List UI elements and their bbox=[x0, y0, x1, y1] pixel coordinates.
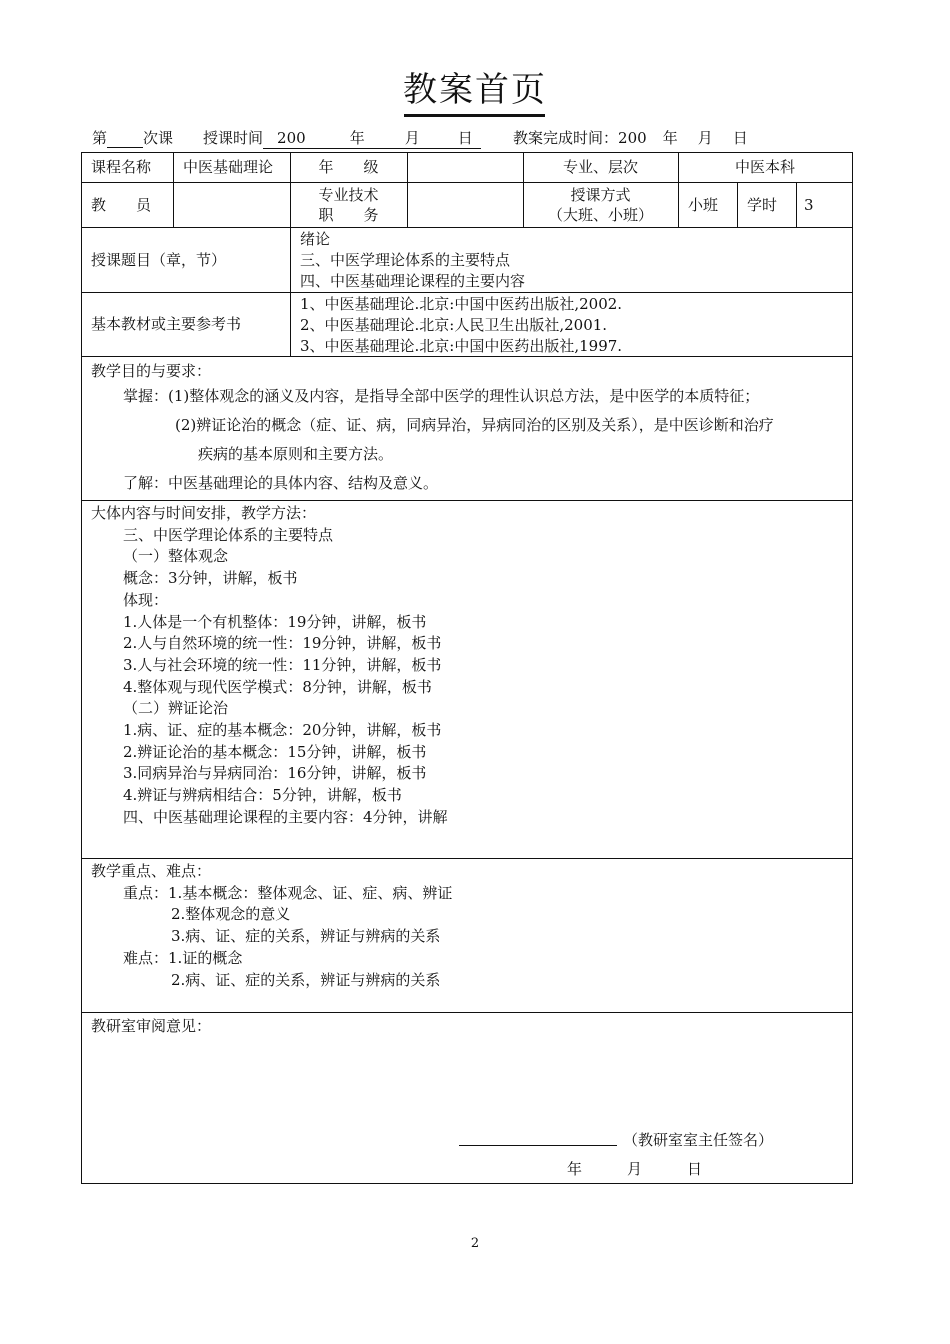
professional-title-value[interactable] bbox=[407, 182, 524, 228]
key-point-item: 1.基本概念：整体观念、证、症、病、辨证 bbox=[168, 883, 453, 902]
goals-master-line-3: 疾病的基本原则和主要方法。 bbox=[198, 445, 394, 463]
teach-time-blank[interactable] bbox=[263, 127, 481, 149]
review-heading: 教研室审阅意见： bbox=[91, 1017, 212, 1035]
content-line: 4.辨证与辨病相结合：5分钟，讲解，板书 bbox=[123, 786, 402, 805]
complete-time-label: 教案完成时间：200 bbox=[513, 129, 647, 147]
major-value: 中医本科 bbox=[678, 152, 853, 183]
content-line: 1.病、证、症的基本概念：20分钟，讲解，板书 bbox=[123, 721, 442, 740]
page-title: 教案首页 bbox=[403, 70, 547, 110]
course-name-label: 课程名称 bbox=[81, 152, 174, 183]
hard-points-row bbox=[91, 948, 852, 970]
content-line: 4.整体观与现代医学模式：8分钟，讲解，板书 bbox=[123, 677, 432, 696]
key-point-item: 2.整体观念的意义 bbox=[171, 905, 291, 924]
content-line: （二）辨证论治 bbox=[123, 699, 229, 718]
complete-day-unit: 日 bbox=[732, 129, 748, 147]
keypoints-heading: 教学重点、难点： bbox=[91, 862, 212, 880]
review-section bbox=[81, 1012, 853, 1184]
review-date: 年 月 日 bbox=[567, 1160, 703, 1178]
title-underline bbox=[404, 114, 545, 117]
teacher-value[interactable] bbox=[173, 182, 291, 228]
major-label: 专业、层次 bbox=[523, 152, 679, 183]
content-heading: 大体内容与时间安排，教学方法： bbox=[91, 504, 317, 522]
teach-year-unit: 年 bbox=[349, 129, 365, 147]
goals-master-line-2: (2)辨证论治的概念（症、证、病，同病异治，异病同治的区别及关系），是中医诊断和治疗 bbox=[175, 416, 774, 434]
reference-line: 1、中医基础理论.北京:中国中医药出版社,2002. bbox=[300, 295, 623, 313]
teach-day-unit: 日 bbox=[457, 129, 473, 147]
goals-master-line: 掌握：(1)整体观念的涵义及内容，是指导全部中医学的理性认识总方法，是中医学的本质特征； bbox=[123, 387, 760, 405]
professional-title-label: 专业技术 职 务 bbox=[290, 182, 408, 228]
signature-caption: （教研室室主任签名） bbox=[623, 1131, 774, 1149]
teaching-mode-label: 授课方式 （大班、小班） bbox=[523, 182, 679, 228]
content-line: 2.人与自然环境的统一性：19分钟，讲解，板书 bbox=[123, 634, 442, 653]
lesson-number-blank[interactable] bbox=[107, 129, 143, 148]
grade-value[interactable] bbox=[407, 152, 524, 183]
header-line bbox=[92, 127, 852, 149]
hard-point-item: 2.病、证、症的关系，辨证与辨病的关系 bbox=[171, 970, 441, 989]
goals-heading: 教学目的与要求： bbox=[91, 362, 212, 380]
lesson-suffix: 次课 bbox=[143, 129, 174, 147]
key-point-item: 3.病、证、症的关系，辨证与辨病的关系 bbox=[171, 927, 441, 946]
goals-understand-line: 了解：中医基础理论的具体内容、结构及意义。 bbox=[123, 474, 439, 492]
topic-line: 四、中医基础理论课程的主要内容 bbox=[300, 272, 526, 290]
topic-line: 绪论 bbox=[300, 230, 331, 248]
reference-line: 2、中医基础理论.北京:人民卫生出版社,2001. bbox=[300, 316, 608, 334]
topic-value bbox=[290, 227, 853, 293]
hours-value: 3 bbox=[796, 182, 853, 228]
grade-label: 年 级 bbox=[290, 152, 408, 183]
key-points-label: 重点： bbox=[123, 883, 169, 902]
content-line: 三、中医学理论体系的主要特点 bbox=[123, 525, 334, 544]
teacher-label: 教 员 bbox=[81, 182, 174, 228]
complete-month-unit: 月 bbox=[697, 129, 713, 147]
goals-section bbox=[81, 356, 853, 501]
teaching-mode-value: 小班 bbox=[678, 182, 738, 228]
content-line: （一）整体观念 bbox=[123, 547, 229, 566]
page-number: 2 bbox=[470, 1236, 480, 1251]
lesson-prefix: 第 bbox=[92, 129, 108, 147]
content-line: 2.辨证论治的基本概念：15分钟，讲解，板书 bbox=[123, 742, 427, 761]
hours-label: 学时 bbox=[737, 182, 797, 228]
signature-line[interactable] bbox=[459, 1145, 617, 1146]
content-line: 1.人体是一个有机整体：19分钟，讲解，板书 bbox=[123, 612, 427, 631]
key-points-row bbox=[91, 883, 852, 905]
reference-value bbox=[290, 292, 853, 357]
content-line: 3.同病异治与异病同治：16分钟，讲解，板书 bbox=[123, 764, 427, 783]
teach-year: 200 bbox=[277, 129, 306, 147]
teach-time-label: 授课时间 bbox=[203, 129, 264, 147]
complete-year-unit: 年 bbox=[662, 129, 678, 147]
reference-label: 基本教材或主要参考书 bbox=[81, 292, 291, 357]
hard-points-label: 难点： bbox=[123, 948, 169, 967]
reference-line: 3、中医基础理论.北京:中国中医药出版社,1997. bbox=[300, 337, 623, 355]
content-line: 体现： bbox=[123, 590, 169, 609]
keypoints-section bbox=[81, 858, 853, 1013]
topic-label: 授课题目（章，节） bbox=[81, 227, 291, 293]
content-line: 四、中医基础理论课程的主要内容：4分钟，讲解 bbox=[123, 807, 448, 826]
topic-line: 三、中医学理论体系的主要特点 bbox=[300, 251, 511, 269]
hard-point-item: 1.证的概念 bbox=[168, 948, 243, 967]
content-line: 概念：3分钟，讲解，板书 bbox=[123, 569, 298, 588]
teach-month-unit: 月 bbox=[404, 129, 420, 147]
content-line: 3.人与社会环境的统一性：11分钟，讲解，板书 bbox=[123, 655, 442, 674]
course-name-value: 中医基础理论 bbox=[173, 152, 291, 183]
content-section bbox=[81, 500, 853, 859]
